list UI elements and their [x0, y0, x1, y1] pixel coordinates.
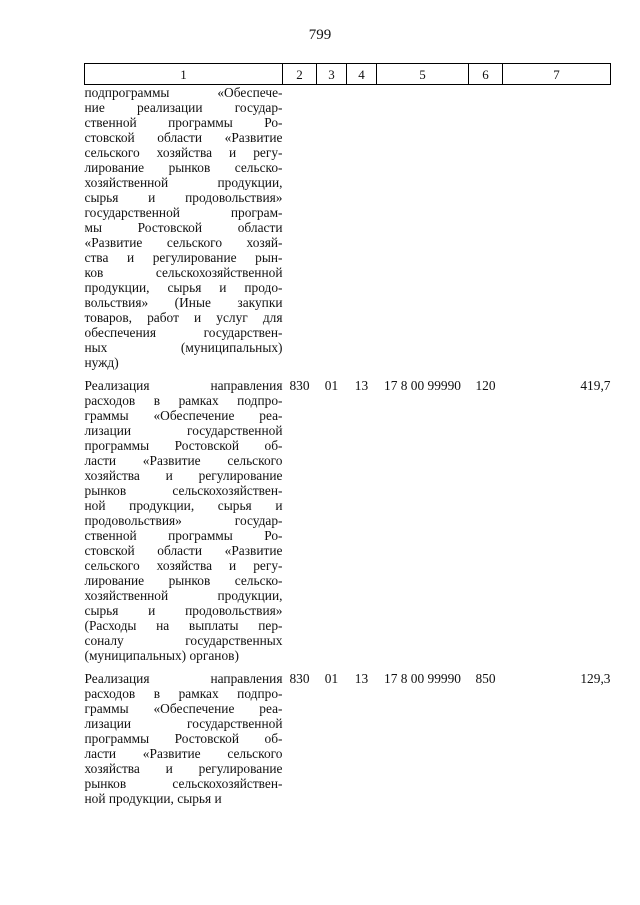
cell-col7 — [503, 85, 611, 371]
cell-col4 — [347, 85, 377, 371]
cell-col3: 01 — [324, 671, 339, 686]
description-line: нужд) — [84, 355, 119, 370]
cell-col5: 17 8 00 99990 — [384, 671, 461, 686]
cell-col6: 850 — [475, 671, 496, 686]
description-line: соналу государственных — [84, 633, 283, 648]
description-line: Реализация направления — [84, 378, 283, 393]
cell-col6: 120 — [475, 378, 496, 393]
description-line: ласти «Развитие сельского — [84, 746, 283, 761]
description-line: ной продукции, сырья и — [84, 791, 222, 806]
page-number: 799 — [308, 27, 332, 43]
description-line: ных (муниципальных) — [84, 340, 283, 355]
cell-col2 — [283, 85, 317, 371]
description-line: подпрограммы «Обеспече- — [84, 85, 283, 100]
cell-col4: 13 — [354, 671, 369, 686]
description-line: граммы «Обеспечение реа- — [84, 408, 283, 423]
description-line: ласти «Развитие сельского — [84, 453, 283, 468]
description-line: ства и регулирование рын- — [84, 250, 283, 265]
description-line: лирование рынков сельско- — [84, 573, 283, 588]
cell-col7: 419,7 — [580, 378, 611, 393]
cell-col2: 830 — [289, 378, 310, 393]
description-line: хозяйственной продукции, — [84, 175, 283, 190]
description-line: лирование рынков сельско- — [84, 160, 283, 175]
table-row — [85, 663, 611, 806]
description-line: государственной програм- — [84, 205, 283, 220]
description-line: «Развитие сельского хозяй- — [84, 235, 283, 250]
description-line: продовольствия» государ- — [84, 513, 283, 528]
description-line: (Расходы на выплаты пер- — [84, 618, 283, 633]
header-row — [85, 64, 611, 85]
description-line: лизации государственной — [84, 423, 283, 438]
budget-table — [84, 63, 611, 806]
cell-col5 — [377, 85, 469, 371]
description-line: обеспечения государствен- — [84, 325, 283, 340]
column-header-3: 3 — [317, 64, 347, 85]
column-header-1: 1 — [85, 64, 283, 85]
description-line: ственной программы Ро- — [84, 528, 283, 543]
description-line: сырья и продовольствия» — [84, 603, 283, 618]
row-description — [85, 663, 283, 806]
description-line: ной продукции, сырья и — [84, 498, 283, 513]
cell-col4: 13 — [354, 378, 369, 393]
cell-col3: 01 — [324, 378, 339, 393]
description-line: рынков сельскохозяйствен- — [84, 483, 283, 498]
description-line: (муниципальных) органов) — [84, 648, 239, 663]
description-line: хозяйственной продукции, — [84, 588, 283, 603]
table-row — [85, 85, 611, 371]
description-line: лизации государственной — [84, 716, 283, 731]
description-line: программы Ростовской об- — [84, 731, 283, 746]
cell-col3 — [317, 85, 347, 371]
column-header-5: 5 — [377, 64, 469, 85]
cell-col6 — [469, 85, 503, 371]
description-line: Реализация направления — [84, 671, 283, 686]
description-line: хозяйства и регулирование — [84, 761, 283, 776]
description-line: стовской области «Развитие — [84, 543, 283, 558]
description-line: программы Ростовской об- — [84, 438, 283, 453]
cell-col5: 17 8 00 99990 — [384, 378, 461, 393]
table-body — [85, 85, 611, 807]
description-line: ние реализации государ- — [84, 100, 283, 115]
column-header-6: 6 — [469, 64, 503, 85]
description-line: хозяйства и регулирование — [84, 468, 283, 483]
description-line: рынков сельскохозяйствен- — [84, 776, 283, 791]
column-header-7: 7 — [503, 64, 611, 85]
description-line: сельского хозяйства и регу- — [84, 558, 283, 573]
table-row — [85, 370, 611, 663]
column-header-4: 4 — [347, 64, 377, 85]
description-line: ков сельскохозяйственной — [84, 265, 283, 280]
description-line: граммы «Обеспечение реа- — [84, 701, 283, 716]
description-line: ственной программы Ро- — [84, 115, 283, 130]
description-line: расходов в рамках подпро- — [84, 393, 283, 408]
description-line: товаров, работ и услуг для — [84, 310, 283, 325]
description-line: расходов в рамках подпро- — [84, 686, 283, 701]
description-line: сельского хозяйства и регу- — [84, 145, 283, 160]
description-line: стовской области «Развитие — [84, 130, 283, 145]
row-description — [85, 85, 283, 371]
column-header-2: 2 — [283, 64, 317, 85]
description-line: продукции, сырья и продо- — [84, 280, 283, 295]
cell-col7: 129,3 — [580, 671, 611, 686]
description-line: мы Ростовской области — [84, 220, 283, 235]
description-line: вольствия» (Иные закупки — [84, 295, 283, 310]
cell-col2: 830 — [289, 671, 310, 686]
row-description — [85, 370, 283, 663]
description-line: сырья и продовольствия» — [84, 190, 283, 205]
